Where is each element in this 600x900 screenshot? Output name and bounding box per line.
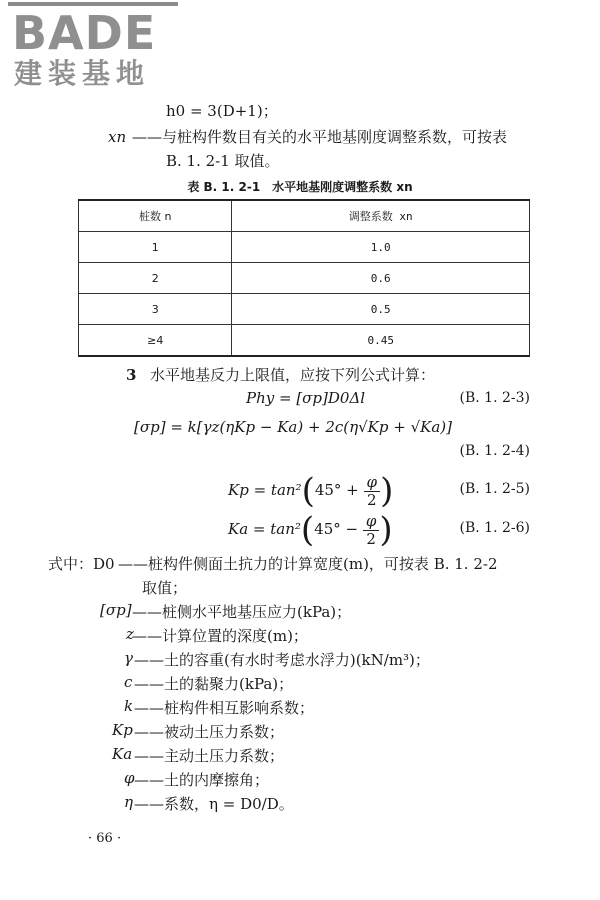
def-symbol: [σp] xyxy=(100,601,132,619)
eq6-angle: 45° − xyxy=(314,520,359,538)
eq5-frac-den: 2 xyxy=(367,490,377,509)
section-number: 3 xyxy=(126,366,137,384)
def-text: ——桩侧水平地基压应力(kPa)； xyxy=(132,603,352,621)
def-text: ——桩构件相互影响系数； xyxy=(134,699,315,717)
table-row xyxy=(79,294,530,325)
table-cell: 0.5 xyxy=(232,294,530,325)
equation-b123: Phy = [σp]D0Δl xyxy=(246,389,366,407)
eq6-frac-num: φ xyxy=(363,513,380,531)
def-symbol: η xyxy=(124,793,133,811)
def-symbol: z xyxy=(126,625,134,643)
def-text: ——土的黏聚力(kPa)； xyxy=(134,675,294,693)
eq6-frac-den: 2 xyxy=(366,529,376,548)
table-cell: 0.6 xyxy=(232,263,530,294)
eq5-angle: 45° + xyxy=(314,481,359,499)
def-text: ——土的容重(有水时考虑水浮力)(kN/m³)； xyxy=(134,651,430,669)
eq5-fraction xyxy=(364,474,381,509)
eq5-close-paren: ) xyxy=(380,471,394,511)
d0-definition-line1: ——桩构件侧面土抗力的计算宽度(m)，可按表 B. 1. 2-2 xyxy=(118,555,498,573)
xn-symbol: xn xyxy=(108,128,127,146)
table-row xyxy=(79,232,530,263)
coefficient-table xyxy=(78,199,530,357)
eq6-lhs: Ka = tan² xyxy=(228,520,301,538)
table-cell: 2 xyxy=(79,263,232,294)
equation-number-b126: (B. 1. 2-6) xyxy=(459,520,530,536)
def-text: ——被动土压力系数； xyxy=(134,723,285,741)
table-header-pile-count: 桩数 n xyxy=(79,200,232,232)
table-row xyxy=(79,263,530,294)
logo-sub-text: 建装基地 xyxy=(14,57,151,90)
equation-number-b123: (B. 1. 2-3) xyxy=(459,390,530,406)
def-symbol: Kp xyxy=(112,721,133,739)
eq6-fraction xyxy=(363,513,380,548)
table-row xyxy=(79,325,530,357)
def-symbol: Ka xyxy=(112,745,133,763)
eq5-open-paren: ( xyxy=(301,471,315,511)
equation-number-b125: (B. 1. 2-5) xyxy=(459,481,530,497)
table-caption: 表 B. 1. 2-1 水平地基刚度调整系数 xn xyxy=(187,180,413,194)
logo-main-text: BADE xyxy=(12,6,157,60)
xn-definition-line1: ——与桩构件数目有关的水平地基刚度调整系数，可按表 xyxy=(132,128,508,146)
d0-lead: 式中：D0 xyxy=(48,555,115,573)
h0-formula: h0 = 3(D+1)； xyxy=(166,102,278,120)
def-text: ——主动土压力系数； xyxy=(134,747,285,765)
table-cell: 1.0 xyxy=(232,232,530,263)
bade-logo xyxy=(8,2,188,98)
def-text: ——计算位置的深度(m)； xyxy=(132,627,308,645)
d0-definition-line2: 取值； xyxy=(142,579,188,597)
table-cell: 0.45 xyxy=(232,325,530,357)
page-number: · 66 · xyxy=(88,831,122,846)
def-text: ——土的内摩擦角； xyxy=(134,771,270,789)
equation-number-b124: (B. 1. 2-4) xyxy=(459,443,530,459)
eq6-open-paren: ( xyxy=(300,510,315,550)
def-symbol: γ xyxy=(124,649,133,667)
table-cell: 1 xyxy=(79,232,232,263)
table-header-row xyxy=(79,200,530,232)
def-symbol: k xyxy=(124,697,134,715)
table-cell: 3 xyxy=(79,294,232,325)
section-heading: 水平地基反力上限值，应按下列公式计算： xyxy=(150,366,436,384)
xn-definition-line2: B. 1. 2-1 取值。 xyxy=(166,152,280,170)
equation-b124: [σp] = k[γz(ηKp − Ka) + 2c(η√Kp + √Ka)] xyxy=(134,418,452,436)
equation-b126 xyxy=(228,509,393,549)
eq5-frac-num: φ xyxy=(364,474,381,492)
table-cell: ≥4 xyxy=(79,325,232,357)
def-symbol: c xyxy=(124,673,133,691)
def-text: ——系数，η = D0/D。 xyxy=(134,795,294,813)
eq6-close-paren: ) xyxy=(379,510,393,550)
def-symbol: φ xyxy=(124,769,135,787)
table-header-coefficient: 调整系数 xn xyxy=(232,200,530,232)
equation-b125 xyxy=(228,470,393,510)
eq5-lhs: Kp = tan² xyxy=(228,481,302,499)
